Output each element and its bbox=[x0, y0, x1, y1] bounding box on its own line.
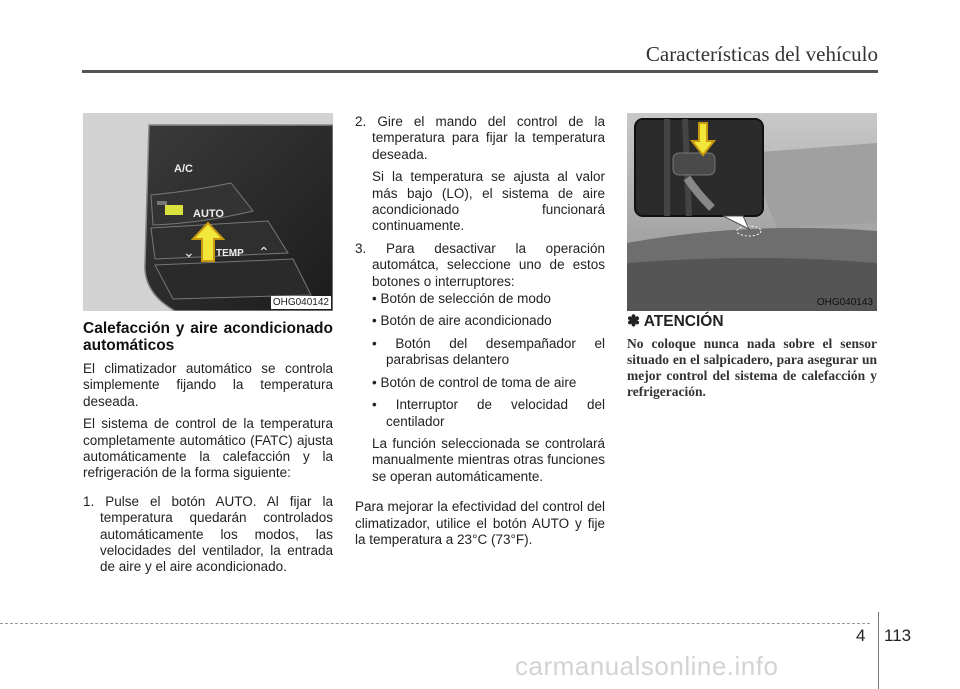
sensor-figure bbox=[627, 113, 877, 311]
section-heading: Calefacción y aire acondicionado automáticos bbox=[83, 320, 333, 354]
figure-code: OHG040143 bbox=[816, 297, 873, 308]
temp-down-icon: ⌄ bbox=[183, 244, 195, 260]
column-right bbox=[627, 314, 877, 400]
pointer-arrow-icon bbox=[690, 121, 716, 157]
caution-heading bbox=[627, 314, 877, 330]
list-item: • Botón de control de toma de aire bbox=[372, 374, 577, 390]
column-left bbox=[83, 314, 333, 582]
step-text: Gire el mando del control de la temperatura para fijar la temperatura deseada. bbox=[372, 114, 605, 162]
bullet-list bbox=[355, 291, 605, 430]
caution-icon: ✽ bbox=[627, 313, 640, 330]
auto-button-label: AUTO bbox=[193, 208, 224, 220]
list-item: • Interruptor de velocidad del centilador bbox=[372, 397, 606, 429]
step-number: 2. bbox=[355, 114, 367, 129]
watermark: carmanualsonline.info bbox=[515, 651, 779, 681]
step-1 bbox=[83, 494, 333, 576]
section-title: Características del vehículo bbox=[645, 42, 878, 66]
paragraph: Para mejorar la efectividad del control del climatizador, utilice el botón AUTO y fije la temperatura a 23°C (73°F). bbox=[355, 499, 605, 547]
list-item: • Botón de aire acondicionado bbox=[372, 313, 552, 329]
step-note: Si la temperatura se ajusta al valor más bajo (LO), el sistema de aire acondicionado funcionará continuamente. bbox=[372, 169, 605, 234]
list-item: • Botón de selección de modo bbox=[372, 291, 551, 307]
caution-text: No coloque nunca nada sobre el sensor situado en el salpicadero, para asegurar un mejor control del sistema de calefacción y refrigeración. bbox=[627, 336, 877, 400]
step-2 bbox=[355, 114, 605, 163]
step-number: 3. bbox=[355, 240, 367, 256]
page-number: 113 bbox=[884, 626, 912, 645]
footer-rule bbox=[0, 623, 870, 624]
chapter-number: 4 bbox=[856, 626, 866, 645]
list-item: • Botón del desempañador el parabrisas delantero bbox=[372, 335, 605, 368]
step-3 bbox=[355, 241, 605, 290]
header-rule bbox=[82, 70, 878, 73]
temp-button-label: TEMP bbox=[216, 248, 244, 259]
step-note: La función seleccionada se controlará manualmente mientras otras funciones se operan automáticamente. bbox=[372, 435, 605, 484]
climate-panel-figure bbox=[83, 113, 333, 311]
ac-button-label: A/C bbox=[174, 163, 193, 175]
pointer-arrow-icon bbox=[191, 221, 225, 263]
temp-up-icon: ⌃ bbox=[258, 244, 270, 260]
figure-code: OHG040142 bbox=[272, 297, 329, 308]
step-text: Pulse el botón AUTO. Al fijar la temperatura quedarán controlados automáticamente los modos, las velocidades del ventilador, la entrada de aire y el aire acondicionado. bbox=[100, 493, 333, 575]
paragraph: El sistema de control de la temperatura completamente automático (FATC) ajusta automáticamente la calefacción y la refrigeración de la forma siguiente: bbox=[83, 416, 333, 481]
column-middle bbox=[355, 114, 605, 554]
step-text: Para desactivar la operación automátca, seleccione uno de estos botones o interruptores: bbox=[372, 240, 605, 289]
caution-title: ATENCIÓN bbox=[643, 313, 724, 330]
paragraph: El climatizador automático se controla simplemente fijando la temperatura deseada. bbox=[83, 361, 333, 409]
footer-divider bbox=[878, 612, 879, 689]
step-number: 1. bbox=[83, 493, 95, 509]
sensor-illustration bbox=[627, 113, 877, 311]
